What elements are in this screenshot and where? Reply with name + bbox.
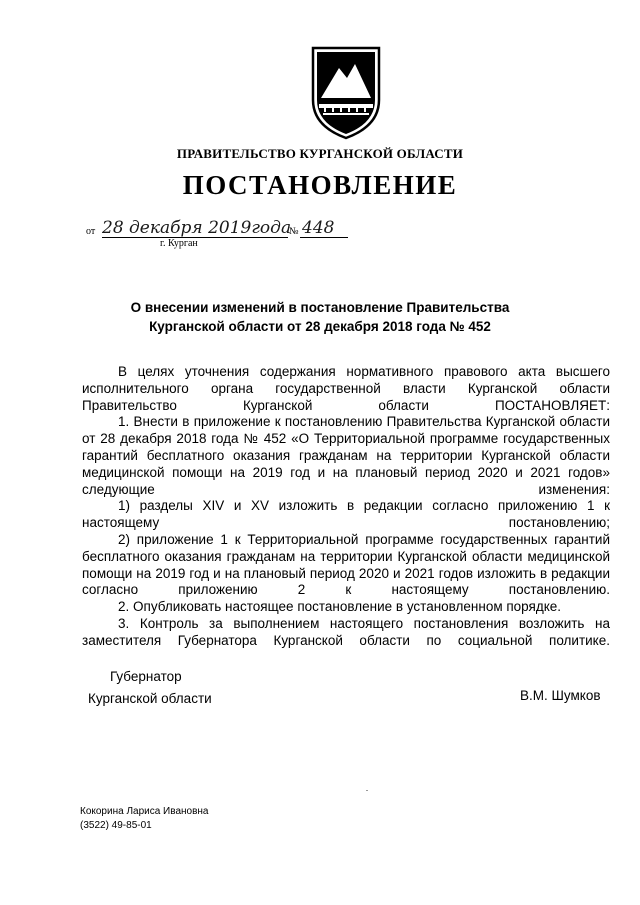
paragraph-1: В целях уточнения содержания нормативного правового акта высшего исполнительного органа государственной власти Курганской области Правительство Курганской области ПОСТАНОВЛЯЕТ: (82, 364, 610, 413)
government-name: ПРАВИТЕЛЬСТВО КУРГАНСКОЙ ОБЛАСТИ (176, 146, 464, 161)
executor-phone: (3522) 49-85-01 (80, 820, 152, 831)
paragraph-6: 3. Контроль за выполнением настоящего постановления возложить на заместителя Губернатора Курганской области по социальной политике. (82, 615, 610, 648)
date-number-line (86, 218, 386, 258)
document-type: ПОСТАНОВЛЕНИЕ (182, 170, 458, 200)
date-prefix: от (86, 226, 96, 237)
paragraph-2: 1. Внести в приложение к постановлению Правительства Курганской области от 28 декабря 2018 года № 452 «О Территориальной программе государственных гарантий бесплатного оказания гражданам на территории Курганской области медицинской помощи на 2019 год и на плановый период 2020 и 2021 годов» следующие изменения: (82, 414, 610, 497)
position-line-1: Губернатор (110, 669, 182, 684)
executor-info (80, 805, 209, 833)
document-title (0, 298, 640, 336)
number-handwritten: 448 (302, 218, 335, 238)
paragraph-3: 1) разделы XIV и XV изложить в редакции согласно приложению 1 к настоящему постановлению; (82, 498, 610, 531)
paragraph-4: 2) приложение 1 к Территориальной программе государственных гарантий бесплатного оказания гражданам на территории Курганской области медицинской помощи на 2019 год и на плановый период 2020 и 2021 годов изложить в редакции согласно приложению 2 к настоящему постановлению. (82, 531, 610, 598)
executor-name: Кокорина Лариса Ивановна (80, 806, 209, 817)
number-underline (300, 237, 348, 238)
date-handwritten: 28 декабря 2019года (102, 218, 292, 238)
city: г. Курган (160, 238, 198, 249)
document-body (82, 364, 610, 650)
number-prefix: № (289, 226, 299, 237)
title-line-1: О внесении изменений в постановление Правительства (130, 300, 510, 315)
paragraph-5: 2. Опубликовать настоящее постановление в установленном порядке. (118, 599, 562, 615)
scan-speck (366, 790, 368, 791)
title-line-2: Курганской области от 28 декабря 2018 года № 452 (149, 319, 491, 334)
signatory-name: В.М. Шумков (520, 688, 601, 703)
coat-of-arms-icon (305, 42, 387, 140)
signature-position (88, 666, 212, 710)
position-line-2: Курганской области (88, 691, 212, 706)
